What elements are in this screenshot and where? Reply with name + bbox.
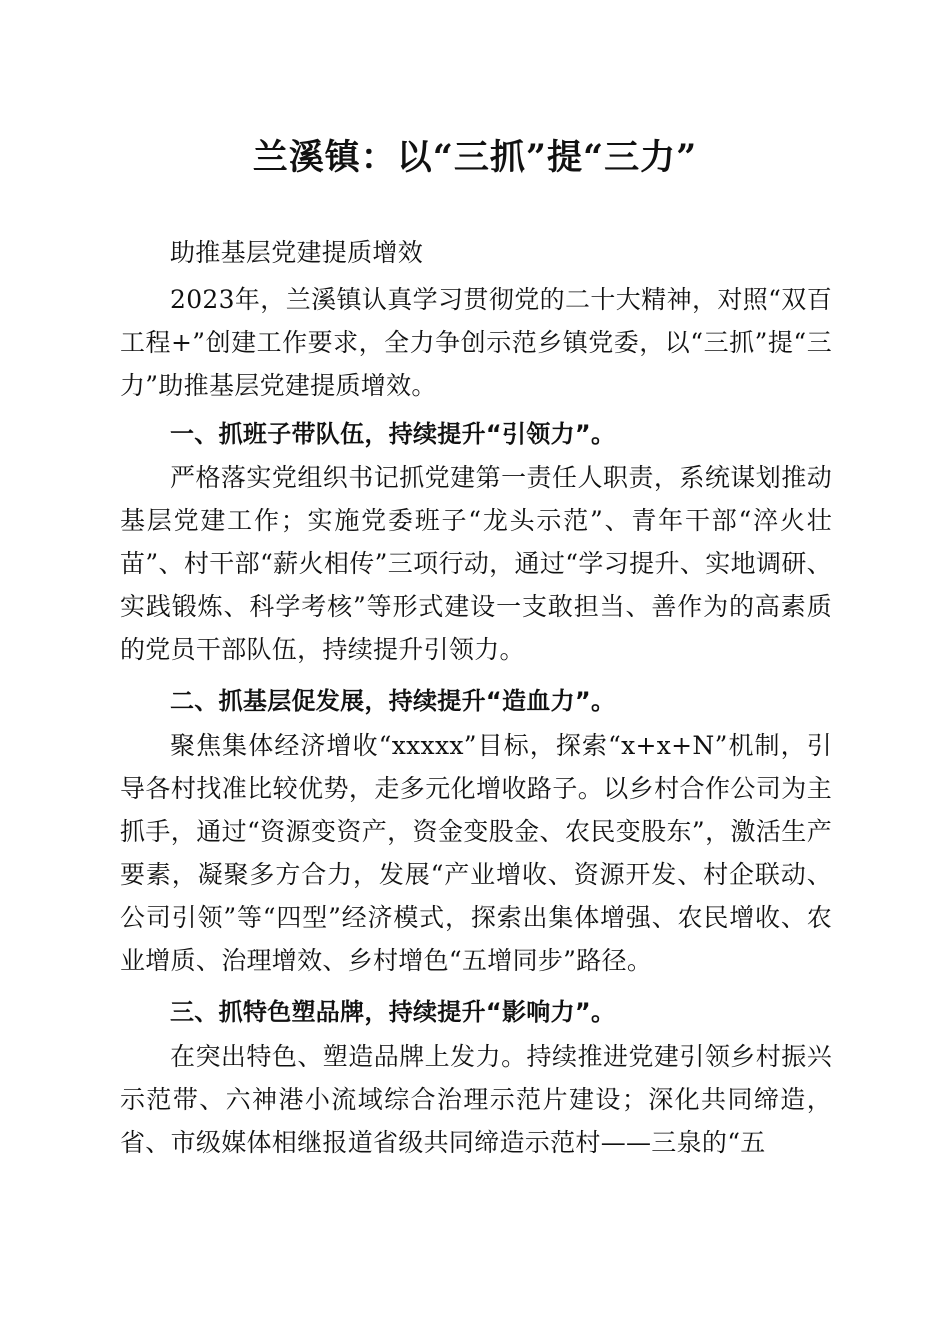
section-3-heading: 三、抓特色塑品牌，持续提升“影响力”。 xyxy=(170,998,616,1026)
section-1-body: 严格落实党组织书记抓党建第一责任人职责，系统谋划推动基层党建工作；实施党委班子“龙头示范”、青年干部“淬火壮苗”、村干部“薪火相传”三项行动，通过“学习提升、实地调研、实践锻炼、科学考核”等形式建设一支敢担当、善作为的高素质的党员干部队伍，持续提升引领力。 xyxy=(120,463,832,664)
intro-paragraph: 2023年，兰溪镇认真学习贯彻党的二十大精神，对照“双百工程+”创建工作要求，全力争创示范乡镇党委，以“三抓”提“三力”助推基层党建提质增效。 xyxy=(120,285,832,400)
subtitle-paragraph: 助推基层党建提质增效 xyxy=(170,238,424,267)
document-title: 兰溪镇：以“三抓”提“三力” xyxy=(252,137,698,178)
section-2-body: 聚焦集体经济增收“xxxxx”目标，探索“x+x+N”机制，引导各村找准比较优势，走多元化增收路子。以乡村合作公司为主抓手，通过“资源变资产，资金变股金、农民变股东”，激活生产要素，凝聚多方合力，发展“产业增收、资源开发、村企联动、公司引领”等“四型”经济模式，探索出集体增强、农民增收、农业增质、治理增效、乡村增色“五增同步”路径。 xyxy=(120,731,832,975)
section-3-body: 在突出特色、塑造品牌上发力。持续推进党建引领乡村振兴示范带、六神港小流域综合治理示范片建设；深化共同缔造，省、市级媒体相继报道省级共同缔造示范村——三泉的“五 xyxy=(120,1042,832,1157)
section-2-heading: 二、抓基层促发展，持续提升“造血力”。 xyxy=(170,687,616,715)
section-1-heading: 一、抓班子带队伍，持续提升“引领力”。 xyxy=(170,420,616,448)
